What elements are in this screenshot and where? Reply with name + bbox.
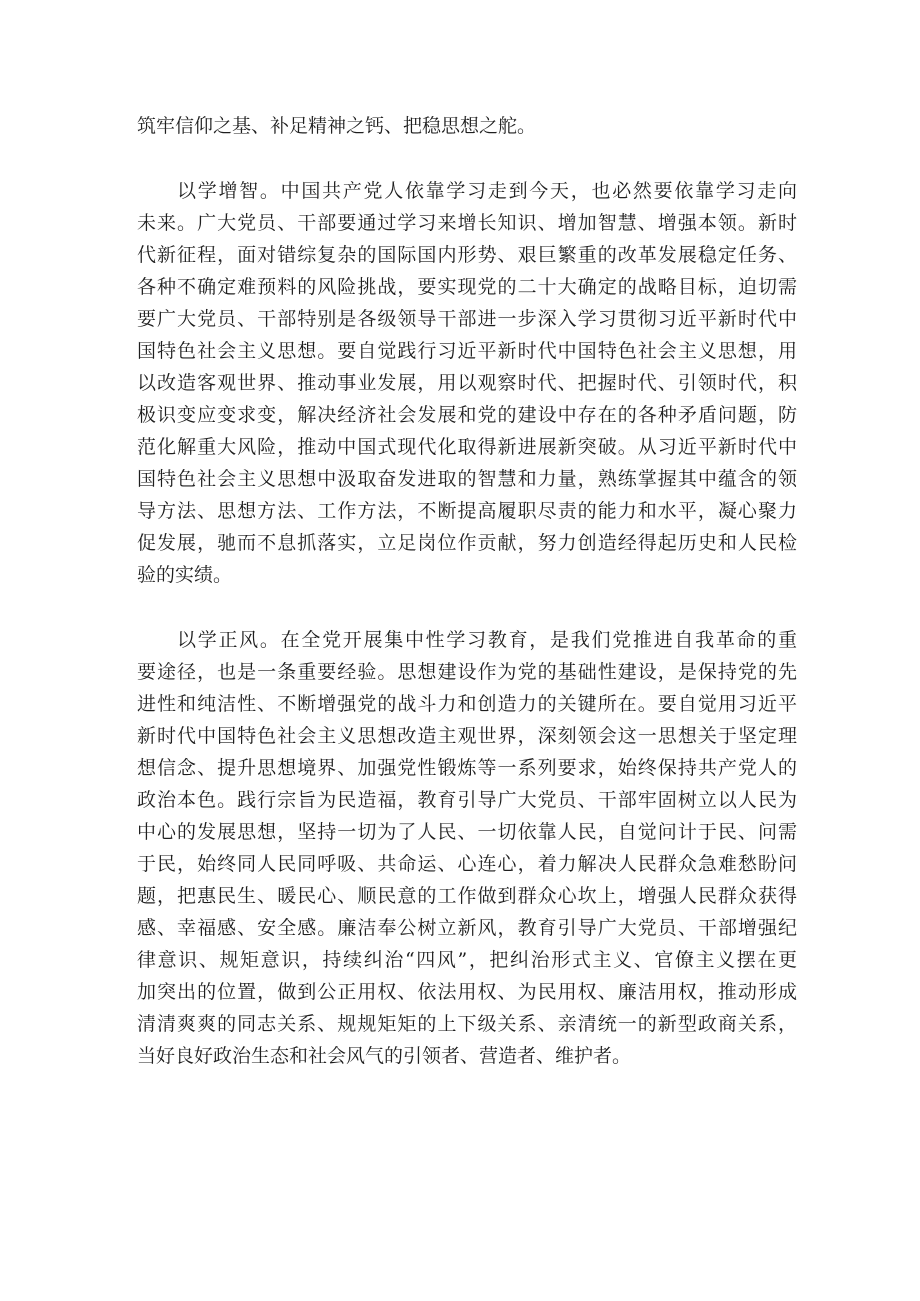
paragraph-1-line-1: 以学增智。中国共产党人依靠学习走到今天，也必然要依靠学习走向 xyxy=(177,180,797,202)
paragraph-1-line-4: 各种不确定难预料的风险挑战，要实现党的二十大确定的战略目标，迫切需 xyxy=(137,276,797,298)
paragraph-1-line-7: 以改造客观世界、推动事业发展，用以观察时代、把握时代、引领时代，积 xyxy=(137,372,797,394)
paragraph-1-line-13: 验的实绩。 xyxy=(137,564,233,586)
paragraph-1-line-10: 国特色社会主义思想中汲取奋发进取的智慧和力量，熟练掌握其中蕴含的领 xyxy=(137,468,797,490)
paragraph-2-line-7: 中心的发展思想，坚持一切为了人民、一切依靠人民，自觉问计于民、问需 xyxy=(137,821,797,843)
paragraph-1-line-11: 导方法、思想方法、工作方法，不断提高履职尽责的能力和水平，凝心聚力 xyxy=(137,500,797,522)
paragraph-1-line-12: 促发展，驰而不息抓落实，立足岗位作贡献，努力创造经得起历史和人民检 xyxy=(137,532,797,554)
paragraph-2-line-8: 于民，始终同人民同呼吸、共命运、心连心，着力解决人民群众急难愁盼问 xyxy=(137,853,797,875)
paragraph-2-line-10: 感、幸福感、安全感。廉洁奉公树立新风，教育引导广大党员、干部增强纪 xyxy=(137,917,797,939)
paragraph-2-line-9: 题，把惠民生、暖民心、顺民意的工作做到群众心坎上，增强人民群众获得 xyxy=(137,885,797,907)
paragraph-2-line-3: 进性和纯洁性、不断增强党的战斗力和创造力的关键所在。要自觉用习近平 xyxy=(137,693,797,715)
paragraph-2-line-5: 想信念、提升思想境界、加强党性锻炼等一系列要求，始终保持共产党人的 xyxy=(137,757,797,779)
paragraph-2-line-1: 以学正风。在全党开展集中性学习教育，是我们党推进自我革命的重 xyxy=(177,629,797,651)
paragraph-1-line-9: 范化解重大风险，推动中国式现代化取得新进展新突破。从习近平新时代中 xyxy=(137,436,797,458)
paragraph-1-line-5: 要广大党员、干部特别是各级领导干部进一步深入学习贯彻习近平新时代中 xyxy=(137,308,797,330)
paragraph-2-line-2: 要途径，也是一条重要经验。思想建设作为党的基础性建设，是保持党的先 xyxy=(137,661,797,683)
paragraph-1-line-8: 极识变应变求变，解决经济社会发展和党的建设中存在的各种矛盾问题，防 xyxy=(137,404,797,426)
paragraph-2-line-4: 新时代中国特色社会主义思想改造主观世界，深刻领会这一思想关于坚定理 xyxy=(137,725,797,747)
paragraph-2-line-13: 清清爽爽的同志关系、规规矩矩的上下级关系、亲清统一的新型政商关系， xyxy=(137,1013,797,1035)
paragraph-1-line-3: 代新征程，面对错综复杂的国际国内形势、艰巨繁重的改革发展稳定任务、 xyxy=(137,244,797,266)
paragraph-2-line-11: 律意识、规矩意识，持续纠治“四风”，把纠治形式主义、官僚主义摆在更 xyxy=(137,949,797,971)
paragraph-2-line-12: 加突出的位置，做到公正用权、依法用权、为民用权、廉洁用权，推动形成 xyxy=(137,981,797,1003)
paragraph-2-line-6: 政治本色。践行宗旨为民造福，教育引导广大党员、干部牢固树立以人民为 xyxy=(137,789,797,811)
paragraph-0-line-1: 筑牢信仰之基、补足精神之钙、把稳思想之舵。 xyxy=(137,115,537,137)
paragraph-2-line-14: 当好良好政治生态和社会风气的引领者、营造者、维护者。 xyxy=(137,1045,632,1067)
paragraph-1-line-6: 国特色社会主义思想。要自觉践行习近平新时代中国特色社会主义思想，用 xyxy=(137,340,797,362)
paragraph-1-line-2: 未来。广大党员、干部要通过学习来增长知识、增加智慧、增强本领。新时 xyxy=(137,212,797,234)
